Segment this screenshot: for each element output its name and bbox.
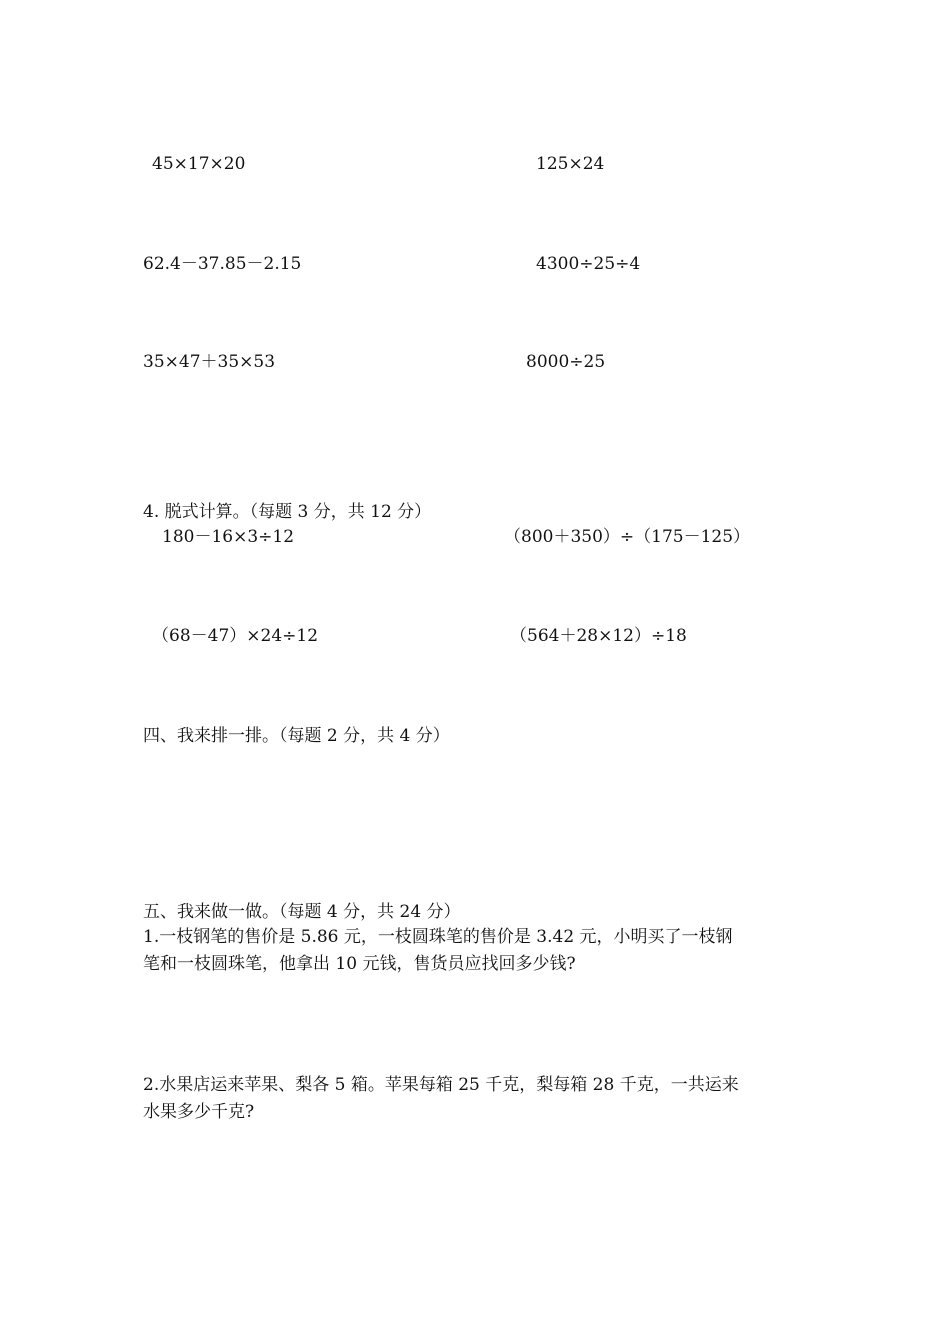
problem-45x17x20: 45×17×20 [152, 154, 246, 174]
section-5-heading: 五、我来做一做。（每题 4 分，共 24 分） [143, 902, 461, 922]
section-4-heading: 四、我来排一排。（每题 2 分，共 4 分） [143, 726, 450, 746]
problem-4300-div: 4300÷25÷4 [536, 254, 641, 274]
step-calc-problem-1: 180－16×3÷12 [162, 527, 295, 547]
step-calc-heading: 4. 脱式计算。（每题 3 分，共 12 分） [143, 502, 432, 522]
problem-8000-div: 8000÷25 [526, 352, 606, 372]
word-problem-1-line-1: 1.一枝钢笔的售价是 5.86 元，一枝圆珠笔的售价是 3.42 元，小明买了一枝钢 [143, 927, 733, 947]
step-calc-problem-4: （564＋28×12）÷18 [510, 626, 687, 646]
problem-35x47-plus: 35×47＋35×53 [143, 352, 276, 372]
step-calc-problem-2: （800＋350）÷（175－125） [504, 527, 751, 547]
problem-62.4-minus: 62.4－37.85－2.15 [143, 254, 302, 274]
word-problem-1-line-2: 笔和一枝圆珠笔，他拿出 10 元钱，售货员应找回多少钱? [143, 954, 576, 974]
problem-125x24: 125×24 [536, 154, 605, 174]
word-problem-2-line-2: 水果多少千克? [143, 1102, 255, 1122]
step-calc-problem-3: （68－47）×24÷12 [152, 626, 319, 646]
word-problem-2-line-1: 2.水果店运来苹果、梨各 5 箱。苹果每箱 25 千克，梨每箱 28 千克，一共运来 [143, 1075, 739, 1095]
